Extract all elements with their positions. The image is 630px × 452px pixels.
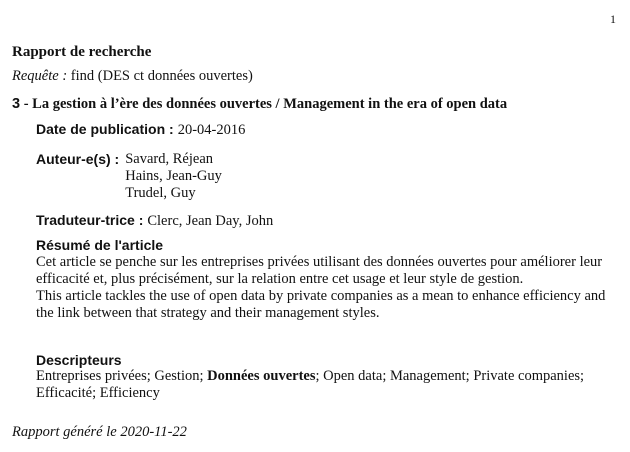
report-title: Rapport de recherche (12, 44, 152, 60)
record-header (12, 96, 507, 113)
abstract-section (36, 237, 616, 322)
translators-value: Clerc, Jean Day, John (147, 213, 274, 229)
abstract-english: This article tackles the use of open data by private companies as a mean to enhance efficiency and the link between that strategy and their management styles. (36, 288, 606, 321)
publication-date-label: Date de publication : (36, 121, 174, 137)
query-value: find (DES ct données ouvertes) (70, 68, 253, 84)
descriptor-highlight: Données ouvertes (207, 368, 316, 384)
record-number: 3 (12, 96, 21, 112)
author-name: Hains, Jean-Guy (125, 168, 222, 184)
publication-date-value: 20-04-2016 (177, 122, 246, 138)
authors-label: Auteur-e(s) : (36, 151, 120, 167)
query-line (12, 68, 253, 85)
descriptors-text-after: ; Open data; Management; Private companies; Efficacité; Efficiency (36, 368, 585, 401)
descriptors-section (36, 352, 616, 402)
abstract-french: Cet article se penche sur les entreprises privées utilisant des données ouvertes pour améliorer leur efficacité et, plus précisément, sur la relation entre cet usage et leur style de gestion. (36, 254, 603, 287)
query-label: Requête : (12, 68, 68, 84)
report-generated-date: Rapport généré le 2020-11-22 (12, 424, 187, 440)
descriptors-list (36, 368, 616, 402)
author-name: Savard, Réjean (125, 151, 214, 167)
authors-list (125, 151, 222, 202)
record-title: - La gestion à l’ère des données ouvertes / Management in the era of open data (23, 96, 508, 112)
translators-label: Traduteur-trice : (36, 212, 144, 228)
page-number: 1 (610, 12, 616, 26)
author-name: Trudel, Guy (125, 185, 196, 201)
authors-field (36, 151, 222, 202)
publication-date-field (36, 121, 245, 139)
descriptors-text-before: Entreprises privées; Gestion; (36, 368, 208, 384)
abstract-heading: Résumé de l'article (36, 237, 164, 253)
translators-field (36, 212, 273, 230)
descriptors-heading: Descripteurs (36, 352, 122, 368)
